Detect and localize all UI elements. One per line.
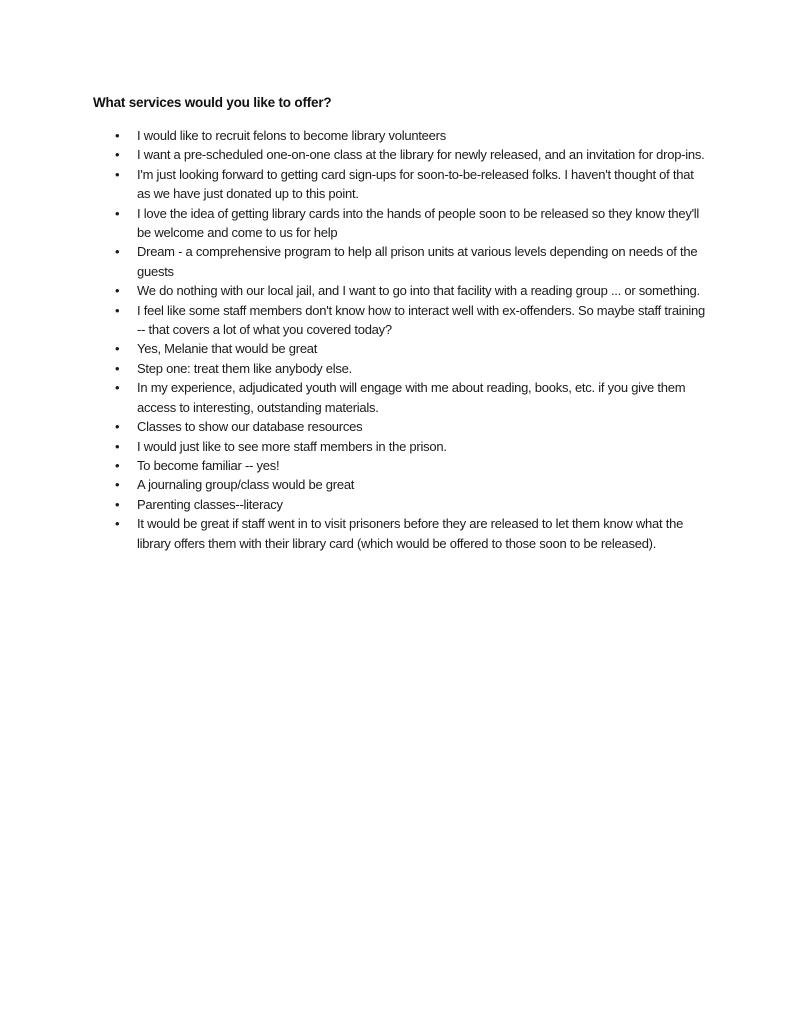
response-item: • A journaling group/class would be great (93, 475, 709, 494)
question-heading: What services would you like to offer? (93, 95, 332, 110)
response-item: • I would just like to see more staff members in the prison. (93, 437, 709, 456)
response-item: • Dream - a comprehensive program to help all prison units at various levels depending on needs of the guests (93, 242, 709, 281)
response-item: • Yes, Melanie that would be great (93, 339, 709, 358)
response-item: • It would be great if staff went in to visit prisoners before they are released to let them know what the library offers them with their library card (which would be offered to those soon to be released). (93, 514, 709, 553)
response-item: • I would like to recruit felons to become library volunteers (93, 126, 709, 145)
response-item: • Classes to show our database resources (93, 417, 709, 436)
response-item: • Parenting classes--literacy (93, 495, 709, 514)
response-item: • Step one: treat them like anybody else. (93, 359, 709, 378)
response-item: • I want a pre-scheduled one-on-one class at the library for newly released, and an invitation for drop-ins. (93, 145, 709, 164)
response-item: • I'm just looking forward to getting card sign-ups for soon-to-be-released folks. I haven't thought of that as we have just donated up to this point. (93, 165, 709, 204)
response-item: • To become familiar -- yes! (93, 456, 709, 475)
response-item: • We do nothing with our local jail, and I want to go into that facility with a reading group ... or something. (93, 281, 709, 300)
responses-list (93, 126, 706, 553)
response-item: • In my experience, adjudicated youth will engage with me about reading, books, etc. if you give them access to interesting, outstanding materials. (93, 378, 709, 417)
response-item: • I feel like some staff members don't know how to interact well with ex-offenders. So maybe staff training -- that covers a lot of what you covered today? (93, 301, 709, 340)
response-item: • I love the idea of getting library cards into the hands of people soon to be released so they know they'll be welcome and come to us for help (93, 204, 709, 243)
